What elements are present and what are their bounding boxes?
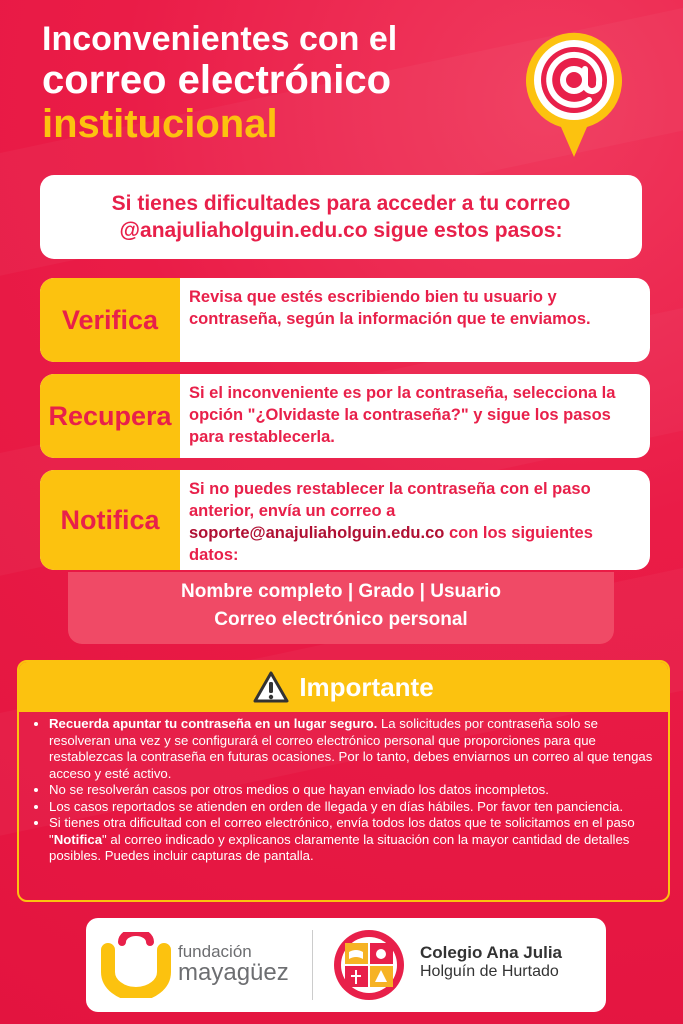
title-line-2: correo electrónico [42, 58, 392, 102]
important-title: Importante [299, 671, 434, 702]
list-item [49, 716, 658, 782]
required-data-box [68, 572, 614, 644]
at-sign-icon [517, 27, 632, 162]
step-label-box [40, 470, 180, 570]
list-item-text: Los casos reportados se atienden en orden de llegada y en días hábiles. Por favor ten panciencia. [49, 798, 624, 814]
list-item [49, 799, 658, 816]
intro-line-2: @anajuliaholguin.edu.co sigue estos pasos: [119, 219, 563, 242]
step-text-part: con los siguientes datos: [189, 524, 593, 564]
list-item-text: La solicitudes por contraseña solo se resolveran una vez y se configurará el correo electrónico personal que proporciones para que restablezcas la contraseña en futuras ocasiones. Por lo tanto, debes enviarnos un correo al que tengas acceso y esté activo. [49, 716, 653, 781]
step-label: Verifica [61, 304, 159, 335]
step-text-part: Si no puedes restablecer la contraseña con el paso anterior, envía un correo a [189, 480, 591, 520]
step-text: Si el inconveniente es por la contraseña, selecciona la opción "¿Olvidaste la contraseña?" y sigue los pasos para restablecerla. [189, 384, 616, 446]
warning-icon [253, 671, 289, 703]
page-title [42, 20, 397, 146]
fundacion-line-1: fundación [178, 942, 252, 961]
title-line-3: institucional [42, 102, 278, 146]
intro-box [40, 175, 642, 259]
fundacion-line-2: mayagüez [178, 959, 289, 986]
required-data-line-2: Correo electrónico personal [214, 609, 468, 630]
step-recupera [40, 374, 650, 458]
step-label-box [40, 278, 180, 362]
important-list [19, 716, 668, 865]
title-line-1: Inconvenientes con el [42, 20, 398, 58]
intro-line-1: Si tienes dificultades para acceder a tu correo [111, 192, 571, 215]
step-text [189, 478, 636, 566]
list-item [49, 782, 658, 799]
fundacion-mayaguez-text [178, 943, 289, 985]
footer-divider [312, 930, 313, 1000]
list-item-text: Si tienes otra dificultad con el correo electrónico, envía todos los datos que te solicitamos en el paso " [49, 815, 635, 847]
colegio-crest-logo [330, 928, 408, 1002]
list-item [49, 815, 658, 865]
fundacion-mayaguez-logo [100, 932, 172, 998]
step-verifica [40, 278, 650, 362]
important-header [19, 662, 668, 712]
list-item-bold: Notifica [53, 831, 103, 847]
list-item-text: " al correo indicado y explicanos claramente la situación con la mayor cantidad de detalles posibles. Puedes incluir capturas de pantalla. [49, 831, 630, 863]
colegio-line-1: Colegio Ana Julia [420, 943, 563, 962]
step-label-box [40, 374, 180, 458]
step-label: Notifica [60, 504, 160, 535]
colegio-line-2: Holguín de Hurtado [420, 963, 559, 980]
colegio-name [420, 943, 562, 981]
footer-logos [86, 918, 606, 1012]
required-data-line-1: Nombre completo | Grado | Usuario [181, 581, 501, 602]
important-section [17, 660, 670, 902]
support-email-link[interactable]: soporte@anajuliaholguin.edu.co [189, 524, 445, 542]
step-notifica [40, 470, 650, 570]
list-item-text: No se resolverán casos por otros medios o que hayan enviado los datos incompletos. [49, 782, 549, 797]
step-text: Revisa que estés escribiendo bien tu usuario y contraseña, según la información que te enviamos. [189, 288, 591, 328]
step-label: Recupera [48, 400, 172, 431]
list-item-bold: Recuerda apuntar tu contraseña en un lugar seguro. [49, 716, 378, 731]
